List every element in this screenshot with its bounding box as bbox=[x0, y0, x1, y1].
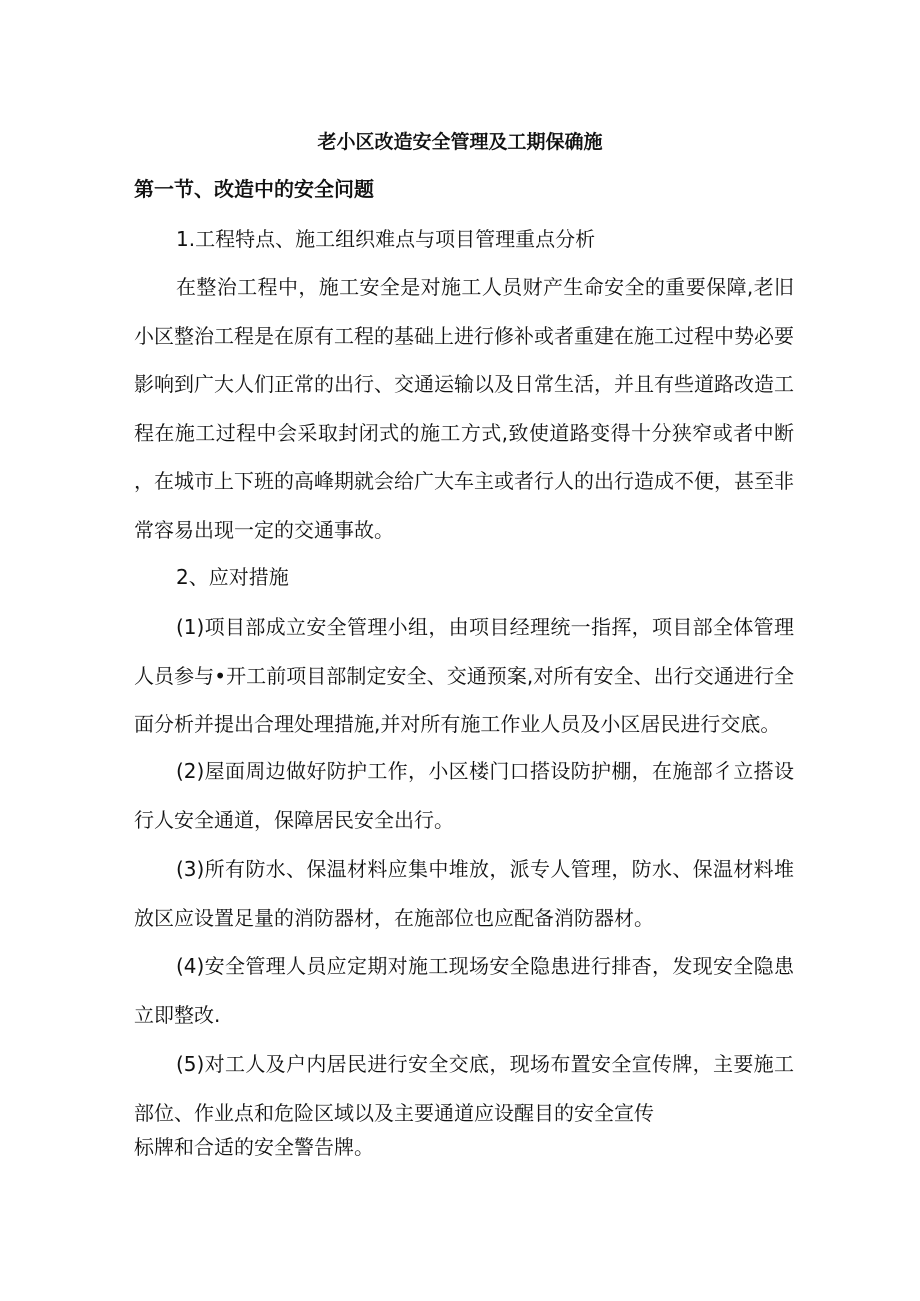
final-line: 标牌和合适的安全警告牌。 bbox=[134, 1135, 374, 1159]
measure-item-2: (2)屋面周边做好防护工作，小区楼门口搭设防护棚，在施部彳立搭设行人安全通道，保障居民安全出行。 bbox=[134, 759, 794, 832]
measure-item-4: (4)安全管理人员应定期对施工现场安全隐患进行排杳，发现安全隐患立即整改. bbox=[134, 954, 794, 1027]
section-heading: 第一节、改造中的安全问题 bbox=[134, 177, 374, 201]
measure-item-3: (3)所有防水、保温材料应集中堆放，派专人管理，防水、保温材料堆放区应设置足量的消防器材，在施部位也应配备消防器材。 bbox=[134, 857, 794, 930]
sub-heading-analysis: 1.工程特点、施工组织难点与项目管理重点分析 bbox=[176, 227, 596, 251]
document-title: 老小区改造安全管理及工期保确施 bbox=[317, 131, 603, 153]
measure-item-1: (1)项目部成立安全管理小组，由项目经理统一指挥，项目部全体管理人员参与•开工前项目部制定安全、交通预案,对所有安全、出行交通进行全面分析并提出合理处理措施,并对所有施工作业人员及小区居民进行交底。 bbox=[134, 615, 794, 736]
paragraph-safety-intro: 在整治工程中，施工安全是对施工人员财产生命安全的重要保障,老旧小区整治工程是在原有工程的基础上进行修补或者重建在施工过程中势必要影响到广大人们正常的出行、交通运输以及日常生活，并且有些道路改造工程在施工过程中会采取封闭式的施工方式,致使道路变得十分狭窄或者中断，在城市上下班的高峰期就会给广大车主或者行人的出行造成不便，甚至非常容易出现一定的交通事故。 bbox=[134, 275, 794, 542]
measure-item-5: (5)对工人及户内居民进行安全交底，现场布置安全宣传牌，主要施工部位、作业点和危险区域以及主要通道应设醒目的安全宣传 bbox=[134, 1052, 794, 1125]
sub-heading-measures: 2、应对措施 bbox=[176, 565, 289, 589]
